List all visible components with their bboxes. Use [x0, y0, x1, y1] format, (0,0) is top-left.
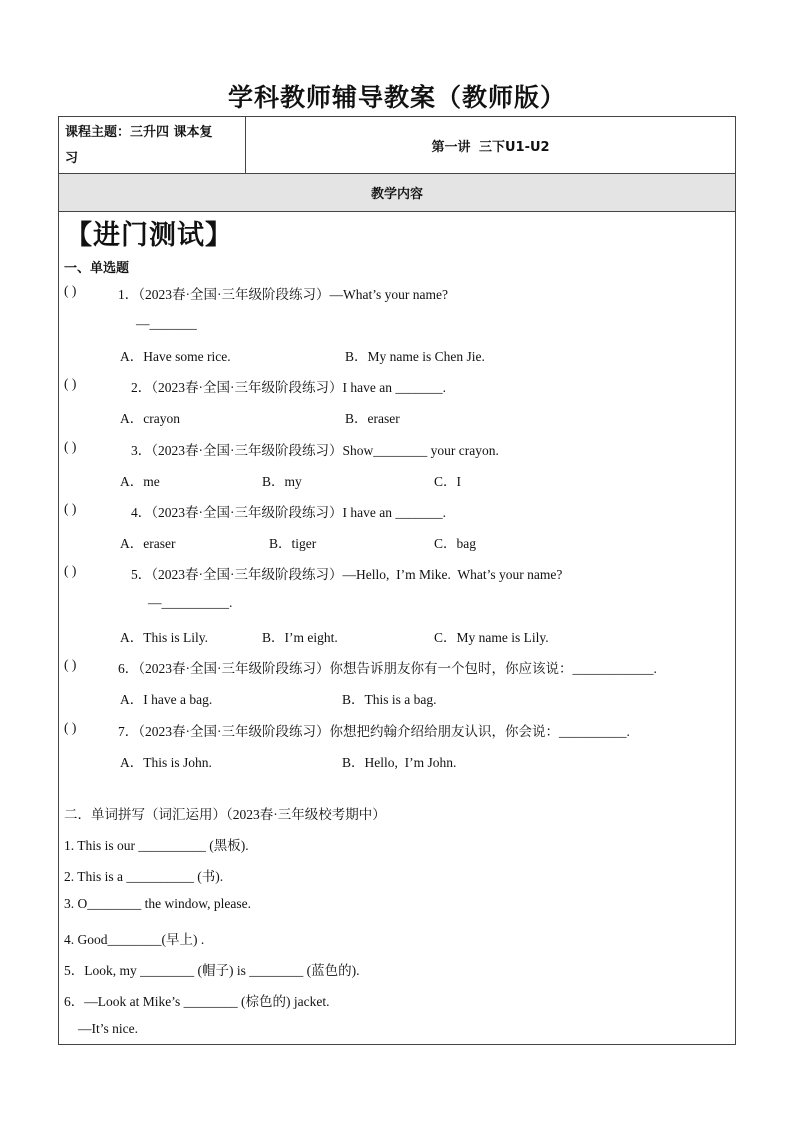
question-5: 5．（2023春·全国·三年级阶段练习）—Hello, I’m Mike. What’s your name? [131, 567, 563, 582]
question-7: 7．（2023春·全国·三年级阶段练习）你想把约翰介绍给朋友认识，你会说：__________. [118, 724, 630, 739]
question-3: 3．（2023春·全国·三年级阶段练习）Show________ your crayon. [131, 443, 499, 458]
course-topic-cell [59, 117, 246, 173]
question-1-response: —_______ [136, 316, 197, 331]
q3-option-b: B．my [262, 474, 302, 489]
question-1: 1．（2023春·全国·三年级阶段练习）—What’s your name? [118, 287, 448, 302]
question-5-response: —__________. [148, 595, 233, 610]
part2-title: 二．单词拼写（词汇运用）（2023春·三年级校考期中） [64, 807, 386, 822]
answer-blank-q1: ( ) [64, 283, 77, 298]
q5-option-b: B．I’m eight. [262, 630, 338, 645]
q5-option-a: A．This is Lily. [120, 630, 209, 645]
q3-option-a: A．me [120, 474, 160, 489]
header-row [59, 117, 735, 174]
q4-option-a: A．eraser [120, 536, 176, 551]
spelling-item-1: 1. This is our __________ (黑板). [64, 838, 249, 853]
answer-blank-q5: ( ) [64, 563, 77, 578]
document-title: 学科教师辅导教案（教师版） [227, 83, 566, 112]
course-topic-line2: 习 [65, 151, 79, 166]
course-topic-line1: 课程主题：三升四 课本复 [65, 125, 213, 140]
q3-option-c: C．I [434, 474, 461, 489]
q2-option-a: A．crayon [120, 411, 180, 426]
answer-blank-q3: ( ) [64, 439, 77, 454]
teaching-content-header: 教学内容 [59, 174, 735, 212]
question-4: 4．（2023春·全国·三年级阶段练习）I have an _______. [131, 505, 446, 520]
q7-option-a: A．This is John. [120, 755, 212, 770]
spelling-item-5: 5．Look, my ________ (帽子) is ________ (蓝色的). [64, 963, 360, 978]
answer-blank-q4: ( ) [64, 501, 77, 516]
answer-blank-q7: ( ) [64, 720, 77, 735]
q2-option-b: B．eraser [345, 411, 400, 426]
spelling-item-3: 3. O________ the window, please. [64, 896, 251, 911]
q7-option-b: B．Hello, I’m John. [342, 755, 457, 770]
answer-blank-q6: ( ) [64, 657, 77, 672]
section-heading: 【进门测试】 [65, 220, 233, 251]
spelling-item-6-reply: —It’s nice. [78, 1021, 138, 1036]
question-2: 2．（2023春·全国·三年级阶段练习）I have an _______. [131, 380, 446, 395]
question-6: 6．（2023春·全国·三年级阶段练习）你想告诉朋友你有一个包时，你应该说：____________. [118, 661, 657, 676]
spelling-item-6: 6．—Look at Mike’s ________ (棕色的) jacket. [64, 994, 330, 1009]
spelling-item-4: 4. Good________(早上) . [64, 932, 205, 947]
lecture-cell: 第一讲 三下U1-U2 [431, 139, 550, 155]
q4-option-b: B．tiger [269, 536, 317, 551]
q5-option-c: C．My name is Lily. [434, 630, 549, 645]
q6-option-a: A．I have a bag. [120, 692, 213, 707]
q1-option-a: A．Have some rice. [120, 349, 231, 364]
spelling-item-2: 2. This is a __________ (书). [64, 869, 224, 884]
q4-option-c: C．bag [434, 536, 476, 551]
part1-title: 一、单选题 [64, 261, 130, 276]
answer-blank-q2: ( ) [64, 376, 77, 391]
q1-option-b: B．My name is Chen Jie. [345, 349, 485, 364]
q6-option-b: B．This is a bag. [342, 692, 437, 707]
